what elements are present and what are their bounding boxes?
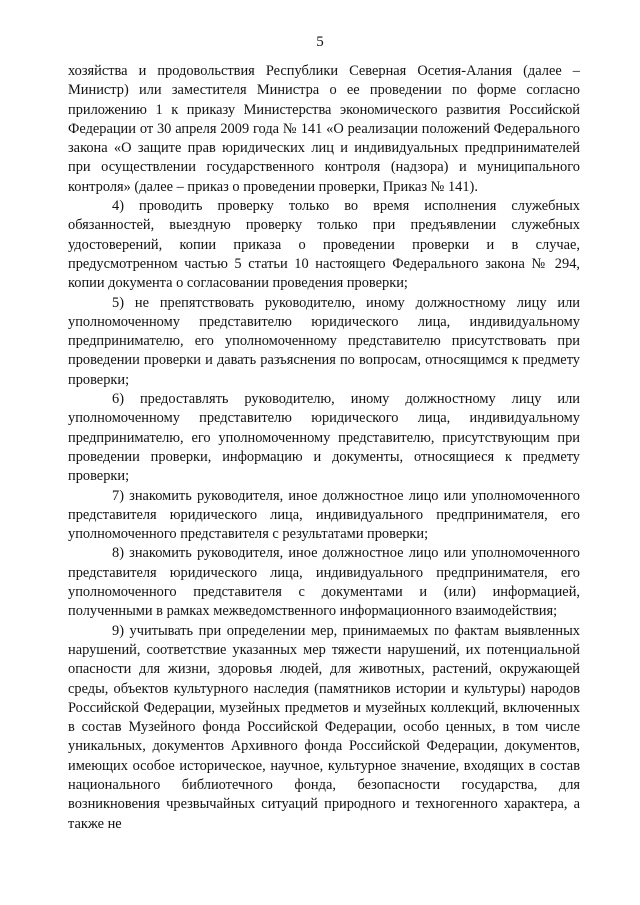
- paragraph-item-5: 5) не препятствовать руководителю, иному должностному лицу или уполномоченному представителю юридического лица, индивидуальному предпринимателю, его уполномоченному представителю присутствовать при проведении проверки и давать разъяснения по вопросам, относящимся к предмету проверки;: [68, 294, 580, 388]
- document-body: [68, 62, 580, 834]
- paragraph-item-6: 6) предоставлять руководителю, иному должностному лицу или уполномоченному представителю юридического лица, индивидуальному предпринимателю, его уполномоченному представителю, присутствующим при проведении проверки, информацию и документы, относящиеся к предмету проверки;: [68, 391, 580, 485]
- paragraph-item-4: 4) проводить проверку только во время исполнения служебных обязанностей, выездную проверку только при предъявлении служебных удостоверений, копии приказа о проведении проверки и в случае, предусмотренном частью 5 статьи 10 настоящего Федерального закона № 294, копии документа о согласовании проведения проверки;: [68, 198, 580, 292]
- page-number: 5: [316, 34, 324, 50]
- paragraph-item-8: 8) знакомить руководителя, иное должностное лицо или уполномоченного представителя юридического лица, индивидуального предпринимателя, его уполномоченного представителя с документами и (или) информацией, полученными в рамках межведомственного информационного взаимодействия;: [68, 545, 580, 620]
- paragraph-continuation: хозяйства и продовольствия Республики Северная Осетия-Алания (далее – Министр) или заместителя Министра о ее проведении по форме согласно приложению 1 к приказу Министерства экономического развития Российской Федерации от 30 апреля 2009 года № 141 «О реализации положений Федерального закона «О защите прав юридических лиц и индивидуальных предпринимателей при осуществлении государственного контроля (надзора) и муниципального контроля» (далее – приказ о проведении проверки, Приказ № 141).: [68, 63, 580, 195]
- paragraph-item-7: 7) знакомить руководителя, иное должностное лицо или уполномоченного представителя юридического лица, индивидуального предпринимателя, его уполномоченного представителя с результатами проверки;: [68, 487, 580, 543]
- paragraph-item-9: 9) учитывать при определении мер, принимаемых по фактам выявленных нарушений, соответствие указанных мер тяжести нарушений, их потенциальной опасности для жизни, здоровья людей, для животных, растений, окружающей среды, объектов культурного наследия (памятников истории и культуры) народов Российской Федерации, музейных предметов и музейных коллекций, включенных в состав Музейного фонда Российской Федерации, особо ценных, в том числе уникальных, документов Архивного фонда Российской Федерации, документов, имеющих особое историческое, научное, культурное значение, входящих в состав национального библиотечного фонда, безопасности государства, для возникновения чрезвычайных ситуаций природного и техногенного характера, а также не: [68, 622, 580, 832]
